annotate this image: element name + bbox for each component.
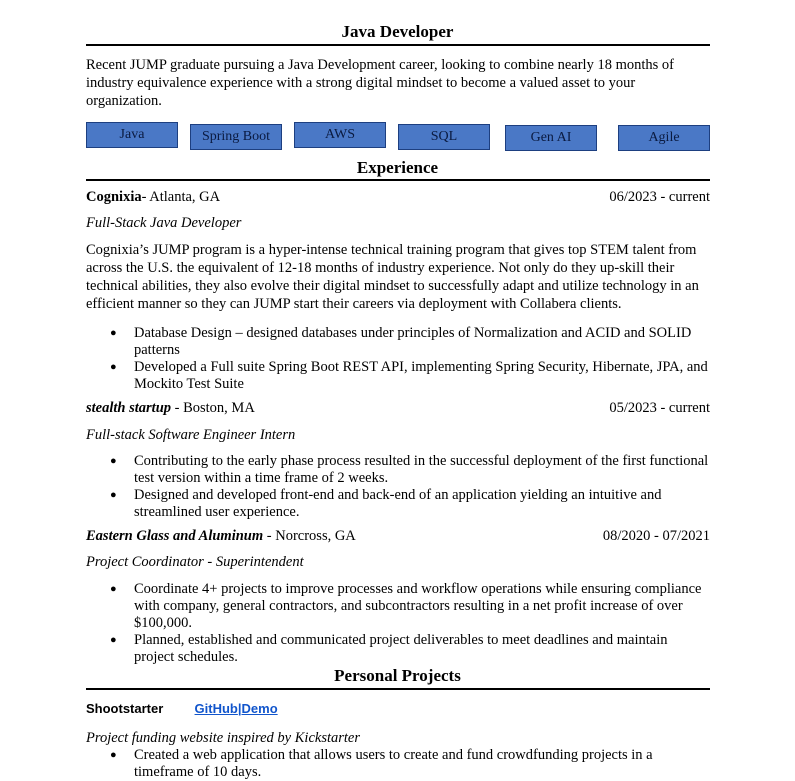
resume-title: Java Developer — [341, 22, 454, 41]
job-bullets — [86, 581, 710, 666]
github-link[interactable]: GitHub — [194, 701, 238, 716]
company-name: Cognixia — [86, 189, 142, 205]
summary-text: Recent JUMP graduate pursuing a Java Development career, looking to combine nearly 18 months of industry equivalence experience with a strong digital mindset to become a valued asset to your organization. — [86, 57, 674, 109]
experience-heading: Experience — [356, 158, 439, 177]
list-item: ● Developed a Full suite Spring Boot REST API, implementing Spring Security, Hibernate, JPA, and Mockito Test Suite — [86, 359, 710, 393]
job-header — [86, 189, 710, 209]
job-header — [86, 400, 710, 420]
list-item: ● Designed and developed front-end and back-end of an application yielding an intuitive and streamlined user experience. — [86, 487, 710, 521]
demo-link[interactable]: Demo — [241, 701, 278, 716]
job-location: - Boston, MA — [171, 400, 255, 416]
job-dates: 05/2023 - current — [609, 400, 710, 416]
project-header — [86, 701, 278, 718]
skill-badge: Java — [86, 122, 178, 148]
job-description: Cognixia’s JUMP program is a hyper-intense technical training program that gives top STEM talent from across the U.S. the equivalent of 12-18 months of industry experience. Not only do they up-skill their technical abilities, they also evolve their digital mindset to successfully adapt and utilize technology in an efficient manner so they can JUMP start their careers via deployment with Collabera clients. — [86, 242, 699, 312]
list-item: ● Database Design – designed databases under principles of Normalization and ACID and SOLID patterns — [86, 325, 710, 359]
list-item: ● Planned, established and communicated project deliverables to meet deadlines and maintain project schedules. — [86, 632, 710, 666]
job-bullets — [86, 453, 710, 521]
job-role: Project Coordinator - Superintendent — [86, 554, 304, 570]
list-item: ● Created a web application that allows users to create and fund crowdfunding projects in a timeframe of 10 days. — [86, 747, 710, 781]
skill-badge: Agile — [618, 125, 710, 151]
list-item: ● Contributing to the early phase process resulted in the successful deployment of the first functional test version within a time frame of 2 weeks. — [86, 453, 710, 487]
link-separator: | — [237, 701, 242, 716]
job-role: Full-Stack Java Developer — [86, 215, 242, 231]
job-location: - Atlanta, GA — [141, 189, 221, 205]
company-name: stealth startup — [86, 400, 172, 416]
projects-divider — [86, 688, 710, 690]
project-tagline: Project funding website inspired by Kickstarter — [86, 730, 360, 746]
company-name: Eastern Glass and Aluminum — [86, 528, 264, 544]
job-dates: 08/2020 - 07/2021 — [602, 528, 710, 544]
title-divider — [86, 44, 710, 46]
skill-badge: SQL — [398, 124, 490, 150]
project-name: Shootstarter — [86, 701, 164, 716]
job-location: - Norcross, GA — [263, 528, 356, 544]
job-header — [86, 528, 710, 548]
experience-divider — [86, 179, 710, 181]
skill-badge: AWS — [294, 122, 386, 148]
skill-badge: Gen AI — [505, 125, 597, 151]
projects-heading: Personal Projects — [334, 666, 461, 685]
job-dates: 06/2023 - current — [609, 189, 710, 205]
job-bullets — [86, 325, 710, 393]
project-bullets — [86, 747, 710, 781]
job-role: Full-stack Software Engineer Intern — [86, 427, 296, 443]
skill-badge: Spring Boot — [190, 124, 282, 150]
list-item: ● Coordinate 4+ projects to improve processes and workflow operations while ensuring compliance with company, general contractors, and subcontractors resulting in a net profit increase of over $100,000. — [86, 581, 710, 632]
